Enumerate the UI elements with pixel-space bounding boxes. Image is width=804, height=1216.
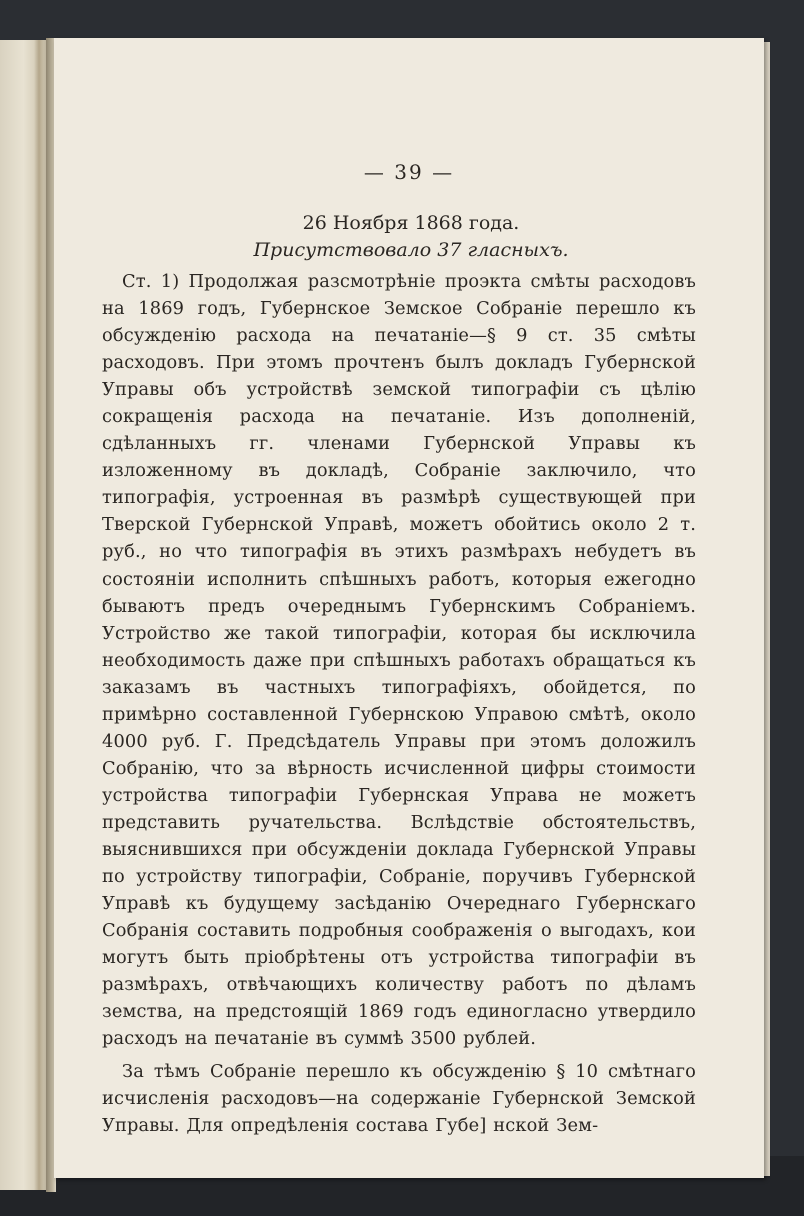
paragraph-administration: За тѣмъ Собраніе перешло къ обсужденію § 10 смѣтнаго исчисленія расходовъ—на содержаніе Губернской Земской Управы. Для опредѣленія состава Губе] нской Зем- <box>102 1061 696 1137</box>
paragraph-typography: Ст. 1) Продолжая разсмотрѣніе проэкта смѣты расходовъ на 1869 годъ, Губернское Земское Собраніе перешло къ обсужденію расхода на печатаніе—§ 9 ст. 35 смѣты расходовъ. При этомъ прочтенъ былъ докладъ Губернской Управы объ устройствѣ земской типографіи съ цѣлію сокращенія расхода на печатаніе. Изъ дополненій, сдѣланныхъ гг. членами Губернской Управы къ изложенному въ докладѣ, Собраніе заключило, что типографія, устроенная въ размѣрѣ существующей при Тверской Губернской Управѣ, можетъ обойтись около 2 т. руб., но что типографія въ этихъ размѣрахъ небудетъ въ состояніи исполнить спѣшныхъ работъ, которыя ежегодно бываютъ предъ очереднымъ Губернскимъ Собраніемъ. Устройство же такой типографіи, которая бы исключила необходимость даже при спѣшныхъ работахъ обращаться къ заказамъ въ частныхъ типографіяхъ, обойдется, по примѣрно составленной Губернскою Управою смѣтѣ, около 4000 руб. Г. Предсѣдатель Управы при этомъ доложилъ Собранію, что за вѣрность исчисленной цифры стоимости устройства типографіи Губернская Управа не можетъ представить ручательства. Вслѣдствіе обстоятельствъ, выяснившихся при обсужденіи доклада Губернской Управы по устройству типографіи, Собраніе, поручивъ Губернской Управѣ къ будущему засѣданію Очереднаго Губернскаго Собранія составить подробныя соображенія о выгодахъ, кои могутъ быть пріобрѣтены отъ устройства типографіи въ размѣрахъ, отвѣчающихъ количеству работъ по дѣламъ земства, на предстоящій 1869 годъ единогласно утвердило расходъ на печатаніе въ суммѣ 3500 рублей. <box>102 271 696 1050</box>
page-content <box>102 160 696 1140</box>
left-page-shadow <box>34 40 44 1190</box>
page-edge-right <box>764 42 770 1176</box>
book-page <box>54 38 764 1178</box>
date-heading: 26 Ноября 1868 года. <box>302 212 520 234</box>
attendance-note: Присутствовало 37 гласныхъ. <box>253 239 569 261</box>
page-number: — 39 — <box>363 160 455 184</box>
left-page-edge <box>0 40 52 1190</box>
